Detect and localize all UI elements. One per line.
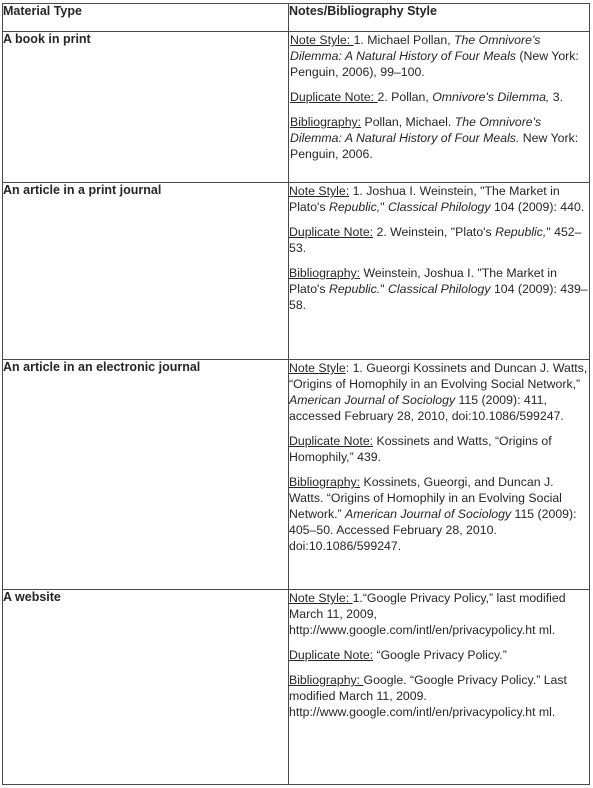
italic-title: Classical Philology <box>388 282 491 296</box>
bibliography-label: Bibliography: <box>289 475 361 489</box>
material-type-cell: An article in a print journal <box>3 183 289 360</box>
duplicate-note-label: Duplicate Note: <box>290 90 378 104</box>
note-style-entry <box>289 360 589 424</box>
citation-run: 3. <box>549 90 564 104</box>
material-type-cell: A website <box>3 590 289 785</box>
citation-run: 115 (2009): 405–50. Accessed February 28, 2010. doi:10.1086/599247. <box>289 507 577 553</box>
duplicate-note-label: Duplicate Note: <box>289 225 374 239</box>
citation-run: (New York: Penguin, 2006), 99–100. <box>290 49 579 79</box>
material-type-cell: A book in print <box>3 32 289 183</box>
italic-title: The Omnivore's Dilemma: A Natural History of Four Meals. <box>290 115 542 145</box>
bibliography-label: Bibliography: <box>289 266 361 280</box>
note-style-entry <box>289 590 589 638</box>
citation-text <box>378 90 564 104</box>
citation-run: 115 (2009): 411, accessed February 28, 2010, doi:10.1086/599247. <box>289 393 564 423</box>
note-style-entry <box>290 32 589 80</box>
italic-title: American Journal of Sociology <box>345 507 512 521</box>
citation-run: " <box>380 282 389 296</box>
note-style-entry <box>289 183 589 215</box>
table-row <box>3 32 590 183</box>
notes-cell <box>289 360 590 590</box>
duplicate-note-label: Duplicate Note: <box>289 434 374 448</box>
citation-run: Kossinets, Gueorgi, and Duncan J. Watts. “Origins of Homophily in an Evolving Social Network.” <box>289 475 562 521</box>
italic-title: Republic, <box>328 200 381 214</box>
citation-run: New York: Penguin, 2006. <box>290 131 579 161</box>
italic-title: Omnivore's Dilemma, <box>432 90 550 104</box>
citation-run: 1. Joshua I. Weinstein, "The Market in Plato's <box>289 184 560 214</box>
citation-run: " 452–53. <box>289 225 582 255</box>
citation-run: Kossinets and Watts, “Origins of Homophily,” 439. <box>289 434 552 464</box>
note-style-label: Note Style: <box>289 591 353 605</box>
bibliography-label: Bibliography: <box>289 673 364 687</box>
duplicate-note-entry <box>289 224 589 256</box>
notes-cell <box>289 590 590 785</box>
notes-cell <box>289 32 590 183</box>
italic-title: Classical Philology <box>388 200 491 214</box>
duplicate-note-entry <box>290 89 589 105</box>
note-style-label: Note Style <box>289 361 346 375</box>
italic-title: The Omnivore's Dilemma: A Natural History of Four Meals <box>290 33 541 63</box>
citation-run: 104 (2009): 440. <box>490 200 585 214</box>
citation-table <box>2 3 590 785</box>
table-row <box>3 590 590 785</box>
bibliography-entry <box>289 474 589 554</box>
italic-title: Republic. <box>328 282 381 296</box>
table-row <box>3 183 590 360</box>
citation-run: 1. Michael Pollan, <box>353 33 455 47</box>
citation-run: Google. “Google Privacy Policy.” Last modified March 11, 2009. http://www.google.com/intl/en/privacypolicy.ht ml. <box>289 673 567 719</box>
citation-run: Pollan, Michael. <box>361 115 455 129</box>
citation-run: " <box>380 200 389 214</box>
citation-run: 2. Pollan, <box>377 90 433 104</box>
duplicate-note-entry <box>289 647 589 663</box>
note-style-label: Note Style: <box>289 184 350 198</box>
duplicate-note-entry <box>289 433 589 465</box>
citation-run: Weinstein, Joshua I. "The Market in Plato's <box>289 266 557 296</box>
material-type-cell: An article in an electronic journal <box>3 360 289 590</box>
citation-text <box>373 648 507 662</box>
note-style-label: Note Style: <box>290 33 354 47</box>
bibliography-entry <box>289 672 589 720</box>
italic-title: American Journal of Sociology <box>289 393 456 407</box>
citation-run: “Google Privacy Policy.” <box>373 648 507 662</box>
notes-cell <box>289 183 590 360</box>
italic-title: Republic, <box>495 225 547 239</box>
bibliography-entry <box>290 114 589 162</box>
bibliography-label: Bibliography: <box>290 115 362 129</box>
table-row <box>3 360 590 590</box>
citation-run: 2. Weinstein, "Plato's <box>373 225 496 239</box>
citation-run: 1.“Google Privacy Policy,” last modified March 11, 2009, http://www.google.com/intl/en/privacypolicy.ht ml. <box>289 591 566 637</box>
header-row <box>3 4 590 32</box>
citation-run: 104 (2009): 439–58. <box>289 282 588 312</box>
citation-run: : 1. Gueorgi Kossinets and Duncan J. Watts, “Origins of Homophily in an Evolving Social Network,” <box>289 361 588 391</box>
bibliography-entry <box>289 265 589 313</box>
header-notes-bibliography: Notes/Bibliography Style <box>289 4 590 32</box>
header-material-type: Material Type <box>3 4 289 32</box>
duplicate-note-label: Duplicate Note: <box>289 648 374 662</box>
